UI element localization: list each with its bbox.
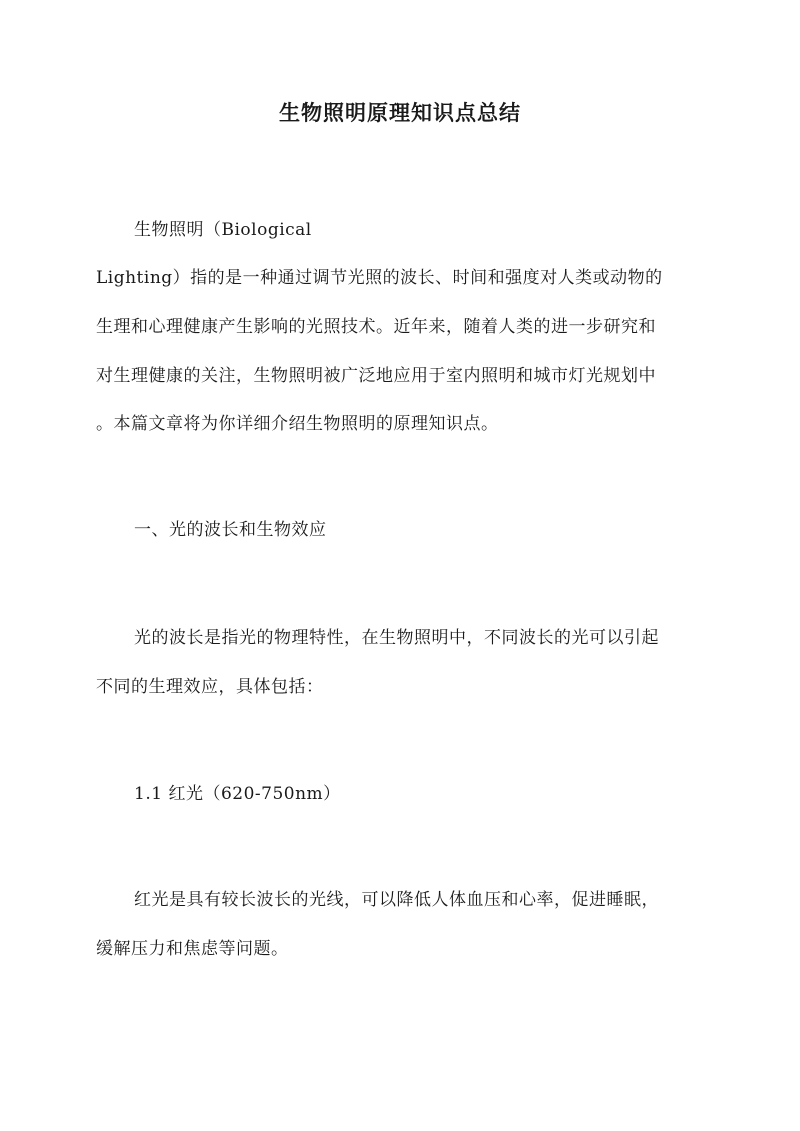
section1-line-2: 不同的生理效应，具体包括： [96, 677, 324, 697]
subsection-line-1: 红光是具有较长波长的光线，可以降低人体血压和心率，促进睡眠， [134, 890, 659, 910]
document-title: 生物照明原理知识点总结 [279, 100, 521, 125]
intro-line-4: 对生理健康的关注，生物照明被广泛地应用于室内照明和城市灯光规划中 [96, 366, 656, 386]
intro-line-1: 生物照明（Biological [134, 220, 312, 240]
intro-line-3: 生理和心理健康产生影响的光照技术。近年来，随着人类的进一步研究和 [96, 317, 656, 337]
subsection-line-2: 缓解压力和焦虑等问题。 [96, 939, 289, 959]
subsection-heading-1-1: 1.1 红光（620-750nm） [134, 784, 341, 804]
intro-line-5: 。本篇文章将为你详细介绍生物照明的原理知识点。 [96, 414, 499, 434]
section1-line-1: 光的波长是指光的物理特性，在生物照明中，不同波长的光可以引起 [134, 628, 659, 648]
intro-line-2: Lighting）指的是一种通过调节光照的波长、时间和强度对人类或动物的 [96, 268, 663, 288]
section-heading-1: 一、光的波长和生物效应 [134, 520, 327, 540]
